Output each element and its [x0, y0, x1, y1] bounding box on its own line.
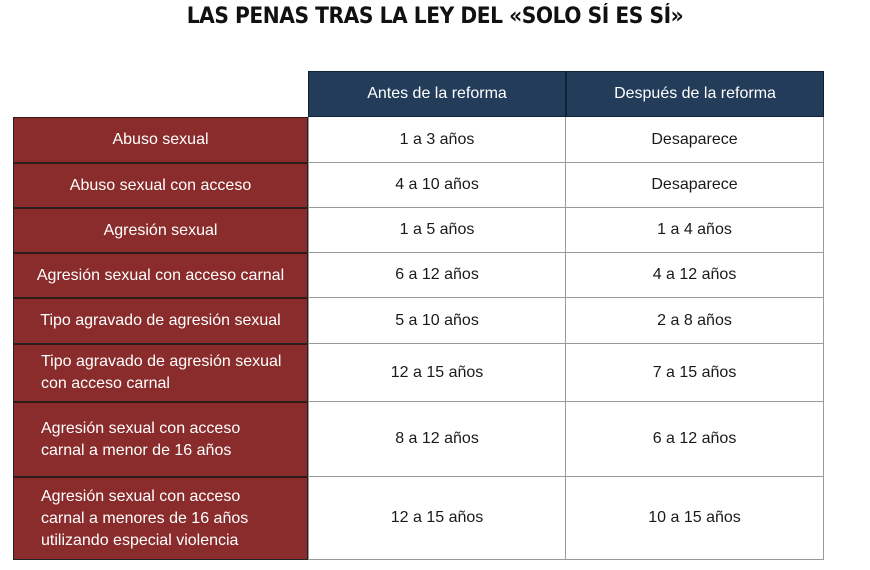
cell-after: 6 a 12 años: [566, 402, 824, 477]
cell-after: 1 a 4 años: [566, 208, 824, 253]
row-label: Agresión sexual con acceso carnal a menores de 16 años utilizando especial violencia: [13, 477, 308, 560]
cell-after: 2 a 8 años: [566, 298, 824, 344]
cell-before: 1 a 3 años: [308, 117, 566, 163]
cell-before: 8 a 12 años: [308, 402, 566, 477]
penalties-table: [13, 71, 824, 560]
row-label: Tipo agravado de agresión sexual: [13, 298, 308, 344]
row-label: Abuso sexual: [13, 117, 308, 163]
cell-before: 6 a 12 años: [308, 253, 566, 298]
cell-after: 4 a 12 años: [566, 253, 824, 298]
cell-before: 12 a 15 años: [308, 344, 566, 402]
row-label: Tipo agravado de agresión sexual con acceso carnal: [13, 344, 308, 402]
header-before: Antes de la reforma: [308, 71, 566, 117]
cell-before: 5 a 10 años: [308, 298, 566, 344]
row-label: Agresión sexual con acceso carnal a menor de 16 años: [13, 402, 308, 477]
page-title: LAS PENAS TRAS LA LEY DEL «SOLO SÍ ES SÍ»: [186, 4, 684, 29]
cell-after: Desaparece: [566, 117, 824, 163]
cell-after: 7 a 15 años: [566, 344, 824, 402]
cell-after: Desaparece: [566, 163, 824, 208]
cell-after: 10 a 15 años: [566, 477, 824, 560]
cell-before: 1 a 5 años: [308, 208, 566, 253]
cell-before: 4 a 10 años: [308, 163, 566, 208]
cell-before: 12 a 15 años: [308, 477, 566, 560]
row-label: Agresión sexual con acceso carnal: [13, 253, 308, 298]
row-label: Abuso sexual con acceso: [13, 163, 308, 208]
header-after: Después de la reforma: [566, 71, 824, 117]
row-label: Agresión sexual: [13, 208, 308, 253]
table-corner: [13, 71, 308, 117]
